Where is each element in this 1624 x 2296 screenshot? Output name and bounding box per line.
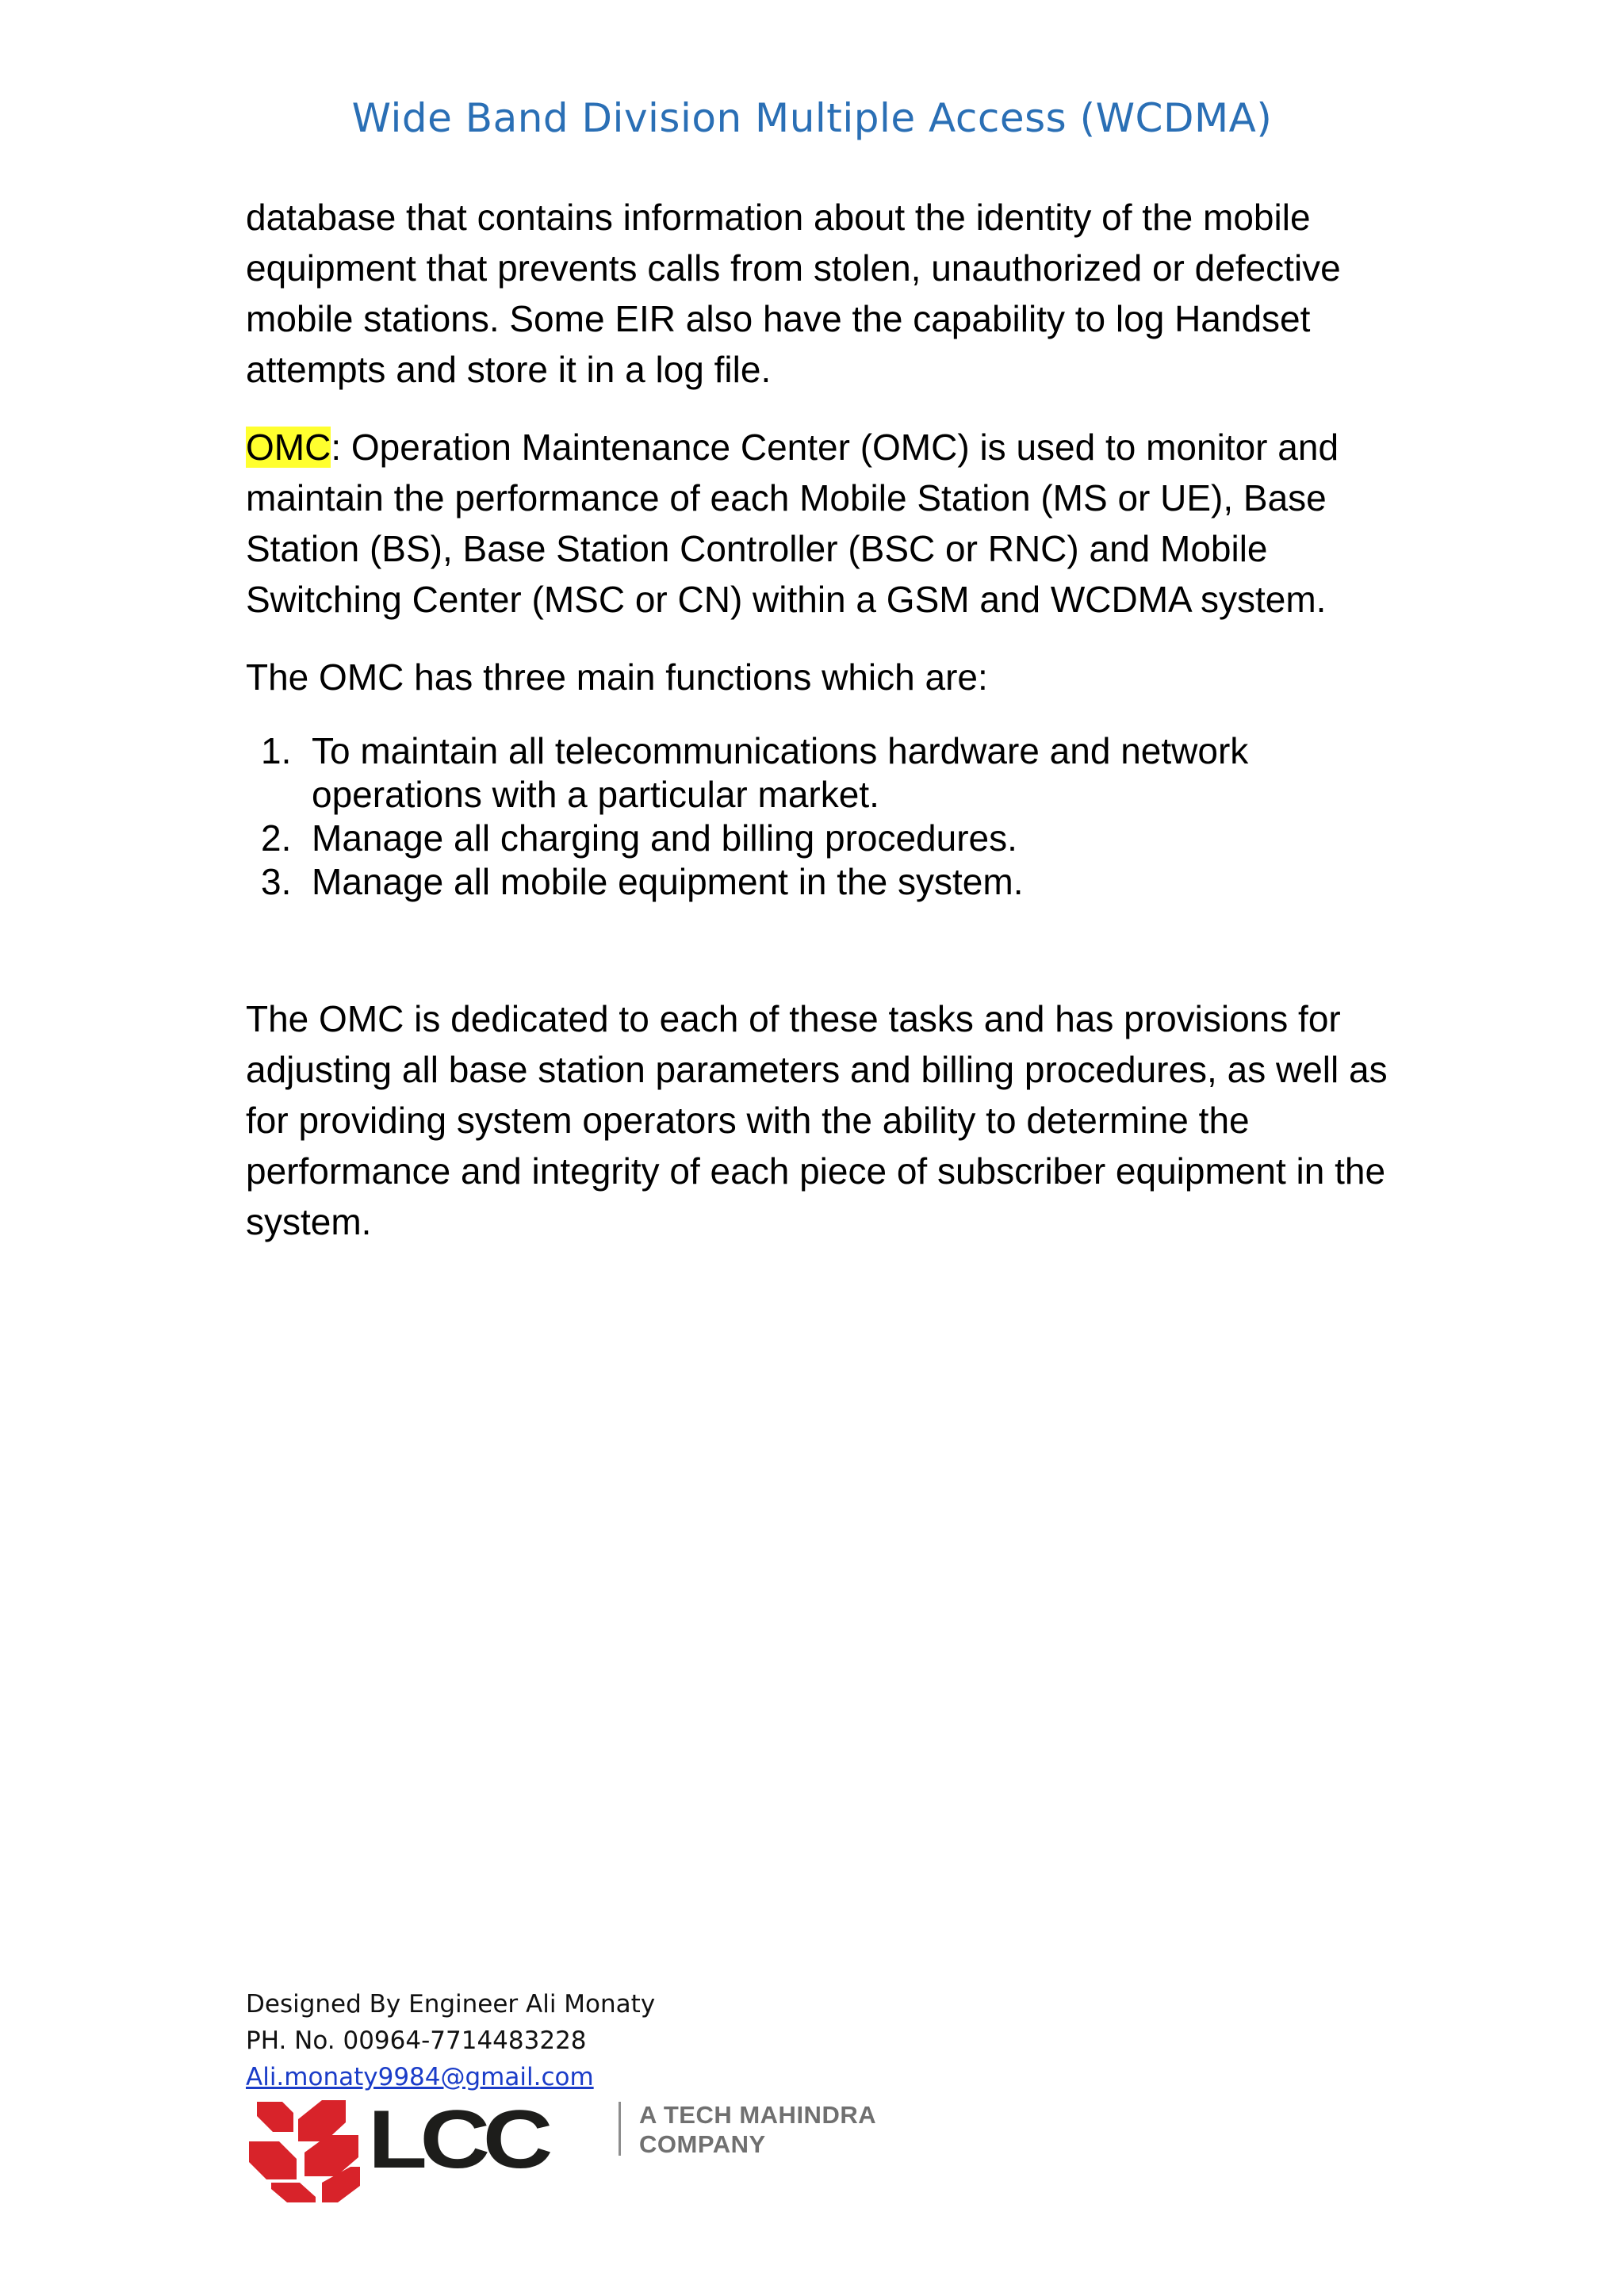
logo-wordmark: LCC — [368, 2094, 546, 2186]
list-item — [246, 729, 1396, 817]
list-item — [246, 860, 1396, 904]
logo-tagline-line-1: A TECH MAHINDRA — [639, 2101, 877, 2129]
paragraph-omc-tasks: The OMC is dedicated to each of these tasks and has provisions for adjusting all base station parameters and billing procedures, as well as for providing system operators with the ability to determine the performance and integrity of each piece of subscriber equipment in the system. — [246, 998, 1388, 1242]
functions-list — [246, 729, 1396, 904]
logo-tagline-line-2: COMPANY — [639, 2130, 766, 2158]
functions-intro: The OMC has three main functions which are: — [246, 656, 988, 698]
page-title: Wide Band Division Multiple Access (WCDMA) — [351, 95, 1273, 141]
list-item-number: 1. — [261, 730, 292, 771]
list-item-number: 3. — [261, 861, 292, 902]
company-logo — [249, 2095, 899, 2202]
paragraph-omc — [246, 422, 1396, 625]
footer-designer: Designed By Engineer Ali Monaty — [246, 1990, 656, 2019]
logo-divider — [619, 2102, 621, 2156]
omc-definition: : Operation Maintenance Center (OMC) is used to monitor and maintain the performance of each Mobile Station (MS or UE), Base Station (BS), Base Station Controller (BSC or RNC) and Mobile Switching Center (MSC or CN) within a GSM and WCDMA system. — [246, 427, 1339, 620]
document-body — [246, 192, 1396, 1247]
footer-phone: PH. No. 00964-7714483228 — [246, 2026, 587, 2055]
logo-tagline — [639, 2100, 876, 2159]
list-item — [246, 817, 1396, 860]
list-item-text: Manage all mobile equipment in the system. — [312, 861, 1024, 902]
footer — [246, 1986, 655, 2095]
paragraph-eir: database that contains information about the identity of the mobile equipment that prevents calls from stolen, unauthorized or defective mobile stations. Some EIR also have the capability to log Handset attempts and store it in a log file. — [246, 197, 1341, 390]
lcc-logo-mark-icon — [249, 2095, 368, 2202]
list-item-text: To maintain all telecommunications hardware and network operations with a particular market. — [312, 730, 1249, 815]
list-item-number: 2. — [261, 817, 292, 859]
footer-email-link[interactable]: Ali.monaty9984@gmail.com — [246, 2063, 594, 2091]
list-item-text: Manage all charging and billing procedures. — [312, 817, 1017, 859]
omc-highlighted-term: OMC — [246, 427, 331, 468]
